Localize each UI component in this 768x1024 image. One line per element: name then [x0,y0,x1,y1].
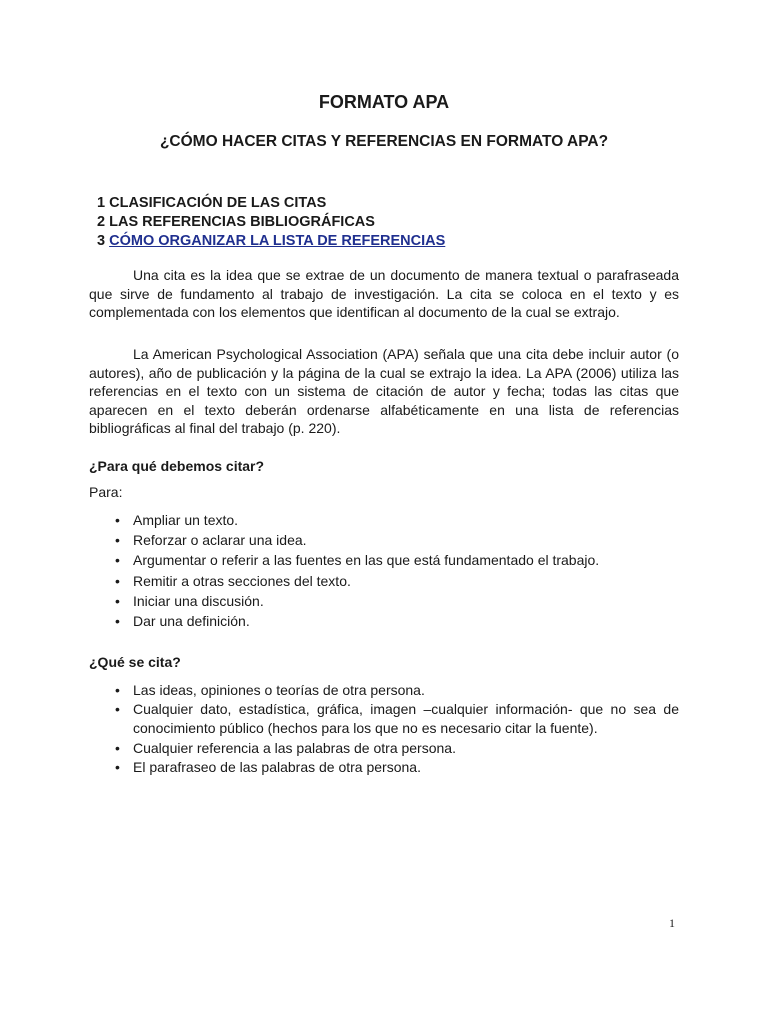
list-item [113,700,679,738]
toc-number: 2 [97,214,106,230]
toc-number: 3 [97,233,106,249]
toc-label: CLASIFICACIÓN DE LAS CITAS [109,195,327,211]
toc-number: 1 [97,195,106,211]
bullet-icon: • [115,613,120,630]
paragraph-apa: La American Psychological Association (APA) señala que una cita debe incluir autor (o autores), año de publicación y la página de la cual se extrajo la idea. La APA (2006) utiliza las referencias en el texto con un sistema de citación de autor y fecha; todas las citas que aparecen en el texto deberán ordenarse alfabéticamente en una lista de referencias bibliográficas al final del trabajo (p. 220). [89,346,679,437]
bullet-icon: • [115,682,120,698]
list-para-que-citar [113,510,679,631]
page-number: 1 [669,916,675,930]
paragraph-definicion-cita: Una cita es la idea que se extrae de un documento de manera textual o parafraseada que sirve de fundamento al trabajo de investigación. La cita se coloca en el texto y es complementada con los elementos que identifican al documento de la cual se extrajo. [89,267,679,321]
list-item-text: Remitir a otras secciones del texto. [133,572,351,589]
list-item [113,571,679,591]
bullet-icon: • [115,592,120,609]
bullet-icon: • [115,758,120,775]
toc-item-3 [97,232,445,251]
list-item [113,530,679,550]
bullet-icon: • [115,512,120,528]
list-item [113,739,679,758]
document-title: FORMATO APA [318,92,450,112]
list-item [113,591,679,611]
document-subtitle: ¿CÓMO HACER CITAS Y REFERENCIAS EN FORMATO APA? [159,133,609,150]
list-item [113,510,679,530]
list-item-text: Ampliar un texto. [133,512,239,528]
list-item [113,758,679,777]
bullet-icon: • [115,532,120,549]
toc-item-1 [97,194,445,213]
list-que-se-cita [113,681,679,777]
list-item-text: Iniciar una discusión. [133,592,264,609]
table-of-contents [97,194,445,251]
list-item-text: Cualquier dato, estadística, gráfica, imagen –cualquier información- que no sea de conocimiento público (hechos para los que no es necesario citar la fuente). [133,701,679,737]
list-item-text: Argumentar o referir a las fuentes en las que está fundamentado el trabajo. [133,552,600,569]
bullet-icon: • [115,701,120,718]
list-item-text: Cualquier referencia a las palabras de otra persona. [133,739,456,756]
list-item [113,550,679,570]
heading-para-que-citar: ¿Para qué debemos citar? [89,458,265,474]
bullet-icon: • [115,739,120,756]
list-item [113,611,679,631]
list-item [113,681,679,700]
toc-item-2 [97,213,445,232]
list-item-text: Reforzar o aclarar una idea. [133,532,307,549]
heading-que-se-cita: ¿Qué se cita? [89,654,181,670]
intro-para: Para: [89,484,123,500]
list-item-text: El parafraseo de las palabras de otra persona. [133,758,421,775]
bullet-icon: • [115,552,120,569]
toc-label: LAS REFERENCIAS BIBLIOGRÁFICAS [109,214,375,230]
toc-link-organizar-lista[interactable]: CÓMO ORGANIZAR LA LISTA DE REFERENCIAS [109,233,446,249]
bullet-icon: • [115,572,120,589]
list-item-text: Las ideas, opiniones o teorías de otra persona. [133,682,425,698]
list-item-text: Dar una definición. [133,613,250,630]
